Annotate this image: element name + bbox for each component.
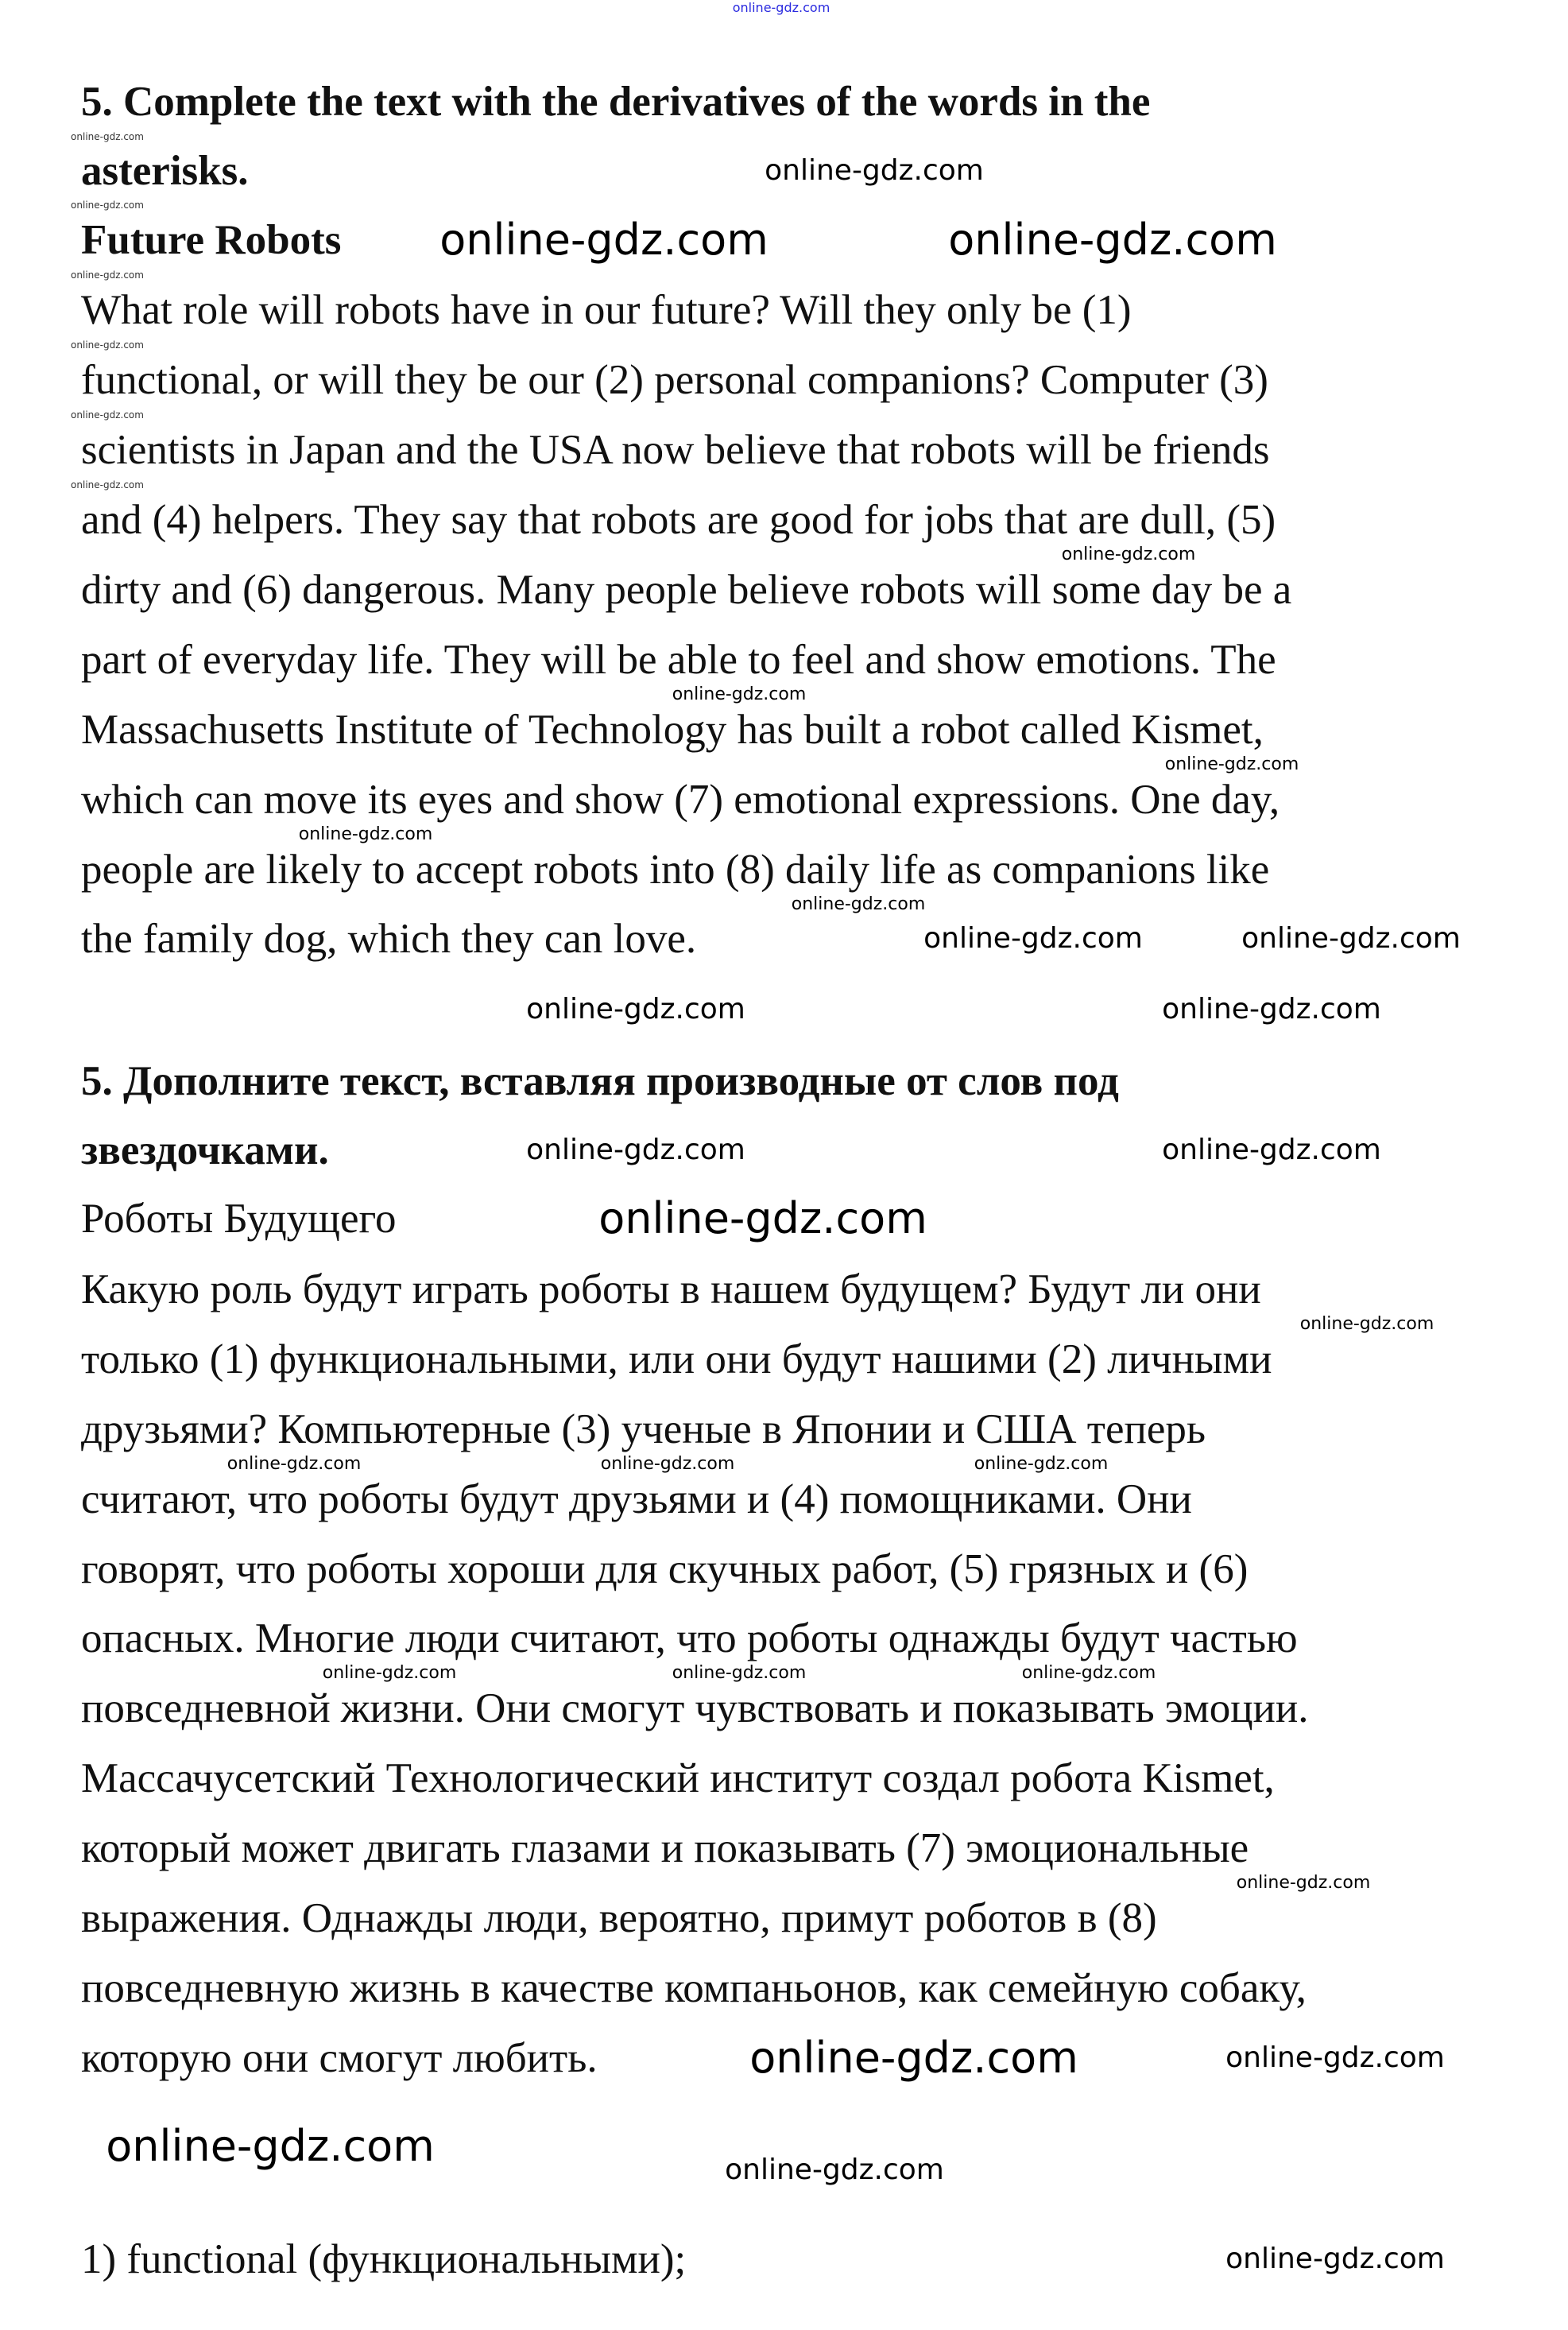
text-title: Future Robots	[81, 216, 342, 263]
watermark: online-gdz.com	[1225, 2041, 1445, 2074]
watermark: online-gdz.com	[732, 0, 830, 15]
text-line-ru: опасных. Многие люди считают, что роботы однажды будут частью	[81, 1615, 1298, 1662]
watermark: online-gdz.com	[322, 1663, 457, 1684]
watermark: online-gdz.com	[1162, 993, 1381, 1025]
text-line-ru: считают, что роботы будут друзьями и (4) помощниками. Они	[81, 1475, 1192, 1522]
watermark: online-gdz.com	[106, 2121, 435, 2171]
text-line-ru: только (1) функциональными, или они будут нашими (2) личными	[81, 1336, 1272, 1382]
answer-line: 1) functional (функциональными);	[81, 2236, 687, 2283]
text-line: scientists in Japan and the USA now believe that robots will be friends	[81, 427, 1270, 474]
watermark: online-gdz.com	[71, 269, 144, 281]
watermark: online-gdz.com	[71, 409, 144, 421]
watermark: online-gdz.com	[1225, 2243, 1445, 2276]
text-line-ru: говорят, что роботы хороши для скучных работ, (5) грязных и (6)	[81, 1545, 1249, 1592]
watermark: online-gdz.com	[600, 1453, 735, 1474]
text-line: functional, or will they be our (2) personal companions? Computer (3)	[81, 357, 1268, 404]
watermark: online-gdz.com	[526, 993, 745, 1025]
watermark: online-gdz.com	[1299, 1313, 1434, 1334]
text-line: and (4) helpers. They say that robots are good for jobs that are dull, (5)	[81, 497, 1276, 544]
watermark: online-gdz.com	[948, 214, 1277, 265]
watermark: online-gdz.com	[1236, 1873, 1371, 1894]
watermark: online-gdz.com	[598, 1193, 927, 1244]
watermark: online-gdz.com	[725, 2154, 944, 2186]
exercise-heading: asterisks.	[81, 148, 249, 194]
text-line: Massachusetts Institute of Technology has built a robot called Kismet,	[81, 706, 1264, 753]
watermark: online-gdz.com	[1241, 922, 1461, 956]
text-line: the family dog, which they can love.	[81, 916, 697, 963]
text-line: What role will robots have in our future? Will they only be (1)	[81, 287, 1132, 334]
text-line-ru: друзьями? Компьютерные (3) ученые в Японии и США теперь	[81, 1405, 1206, 1452]
watermark: online-gdz.com	[765, 154, 984, 187]
watermark: online-gdz.com	[923, 922, 1143, 956]
exercise-heading-ru: 5. Дополните текст, вставляя производные от слов под	[81, 1057, 1119, 1104]
watermark: online-gdz.com	[1162, 1133, 1381, 1166]
text-line-ru: повседневную жизнь в качестве компаньонов, как семейную собаку,	[81, 1964, 1307, 2011]
text-line: people are likely to accept robots into (8) daily life as companions like	[81, 846, 1270, 893]
watermark: online-gdz.com	[526, 1133, 745, 1166]
watermark: online-gdz.com	[1164, 754, 1299, 774]
text-title-ru: Роботы Будущего	[81, 1196, 397, 1243]
watermark: online-gdz.com	[439, 214, 769, 265]
exercise-heading: 5. Complete the text with the derivatives of the words in the	[81, 79, 1151, 126]
text-line-ru: повседневной жизни. Они смогут чувствовать и показывать эмоции.	[81, 1685, 1309, 1732]
watermark: online-gdz.com	[791, 894, 926, 914]
watermark: online-gdz.com	[749, 2032, 1078, 2083]
watermark: online-gdz.com	[1021, 1663, 1156, 1684]
exercise-heading-ru: звездочками.	[81, 1126, 329, 1173]
text-line-ru: Какую роль будут играть роботы в нашем будущем? Будут ли они	[81, 1266, 1261, 1312]
text-line-ru: которую они смогут любить.	[81, 2034, 598, 2081]
watermark: online-gdz.com	[71, 200, 144, 211]
text-line: dirty and (6) dangerous. Many people believe robots will some day be a	[81, 566, 1292, 613]
watermark: online-gdz.com	[71, 339, 144, 351]
text-line-ru: выражения. Однажды люди, вероятно, примут роботов в (8)	[81, 1894, 1157, 1941]
watermark: online-gdz.com	[672, 1663, 807, 1684]
watermark: online-gdz.com	[672, 684, 807, 704]
watermark: online-gdz.com	[1061, 545, 1196, 565]
text-line-ru: который может двигать глазами и показывать (7) эмоциональные	[81, 1825, 1249, 1872]
text-line: part of everyday life. They will be able to feel and show emotions. The	[81, 636, 1276, 683]
text-line-ru: Массачусетский Технологический институт создал робота Kismet,	[81, 1755, 1275, 1802]
text-line: which can move its eyes and show (7) emotional expressions. One day,	[81, 776, 1280, 823]
watermark: online-gdz.com	[71, 130, 144, 142]
watermark: online-gdz.com	[226, 1453, 362, 1474]
watermark: online-gdz.com	[298, 824, 433, 844]
watermark: online-gdz.com	[974, 1453, 1109, 1474]
watermark: online-gdz.com	[71, 479, 144, 491]
